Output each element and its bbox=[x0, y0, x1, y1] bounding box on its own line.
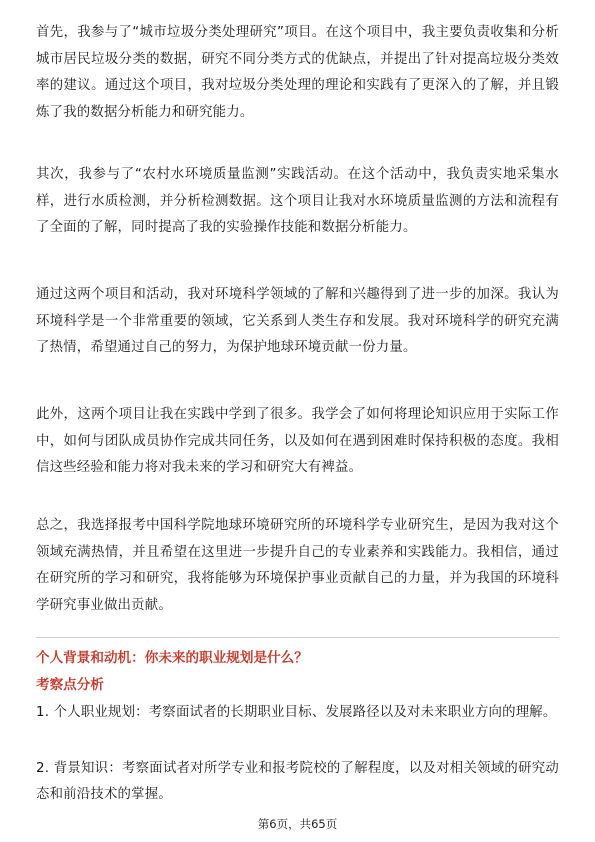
section-divider bbox=[36, 637, 559, 638]
question-title: 个人背景和动机：你未来的职业规划是什么？ bbox=[36, 650, 308, 666]
paragraph-interest: 通过这两个项目和活动，我对环境科学领域的了解和兴趣得到了进一步的加深。我认为环境科学是一个非常重要的领域，它关系到人类生存和发展。我对环境科学的研究充满了热情，希望通过自己的努力，为保护地球环境贡献一份力量。 bbox=[36, 287, 559, 355]
page-number: 第6页，共65页 bbox=[257, 817, 338, 831]
paragraph-project-water: 其次，我参与了“农村水环境质量监测”实践活动。在这个活动中，我负责实地采集水样，进行水质检测，并分析检测数据。这个项目让我对水环境质量监测的方法和流程有了全面的了解，同时提高了我的实验操作技能和数据分析能力。 bbox=[36, 167, 559, 235]
analysis-item-background: 2. 背景知识：考察面试者对所学专业和报考院校的了解程度，以及对相关领域的研究动态和前沿技术的掌握。 bbox=[36, 761, 559, 802]
paragraph-conclusion: 总之，我选择报考中国科学院地球环境研究所的环境科学专业研究生，是因为我对这个领域充满热情，并且希望在这里进一步提升自己的专业素养和实践能力。我相信，通过在研究所的学习和研究，我将能够为环境保护事业贡献自己的力量，并为我国的环境科学研究事业做出贡献。 bbox=[36, 518, 559, 613]
analysis-heading: 考察点分析 bbox=[36, 677, 104, 693]
analysis-item-career: 1. 个人职业规划：考察面试者的长期职业目标、发展路径以及对未来职业方向的理解。 bbox=[36, 705, 557, 720]
paragraph-project-waste: 首先，我参与了“城市垃圾分类处理研究”项目。在这个项目中，我主要负责收集和分析城市居民垃圾分类的数据，研究不同分类方式的优缺点，并提出了针对提高垃圾分类效率的建议。通过这个项目，我对垃圾分类处理的理论和实践有了更深入的了解，并且锻炼了我的数据分析能力和研究能力。 bbox=[36, 25, 559, 120]
paragraph-experience: 此外，这两个项目让我在实践中学到了很多。我学会了如何将理论知识应用于实际工作中，如何与团队成员协作完成共同任务，以及如何在遇到困难时保持积极的态度。我相信这些经验和能力将对我未来的学习和研究大有裨益。 bbox=[36, 407, 559, 475]
